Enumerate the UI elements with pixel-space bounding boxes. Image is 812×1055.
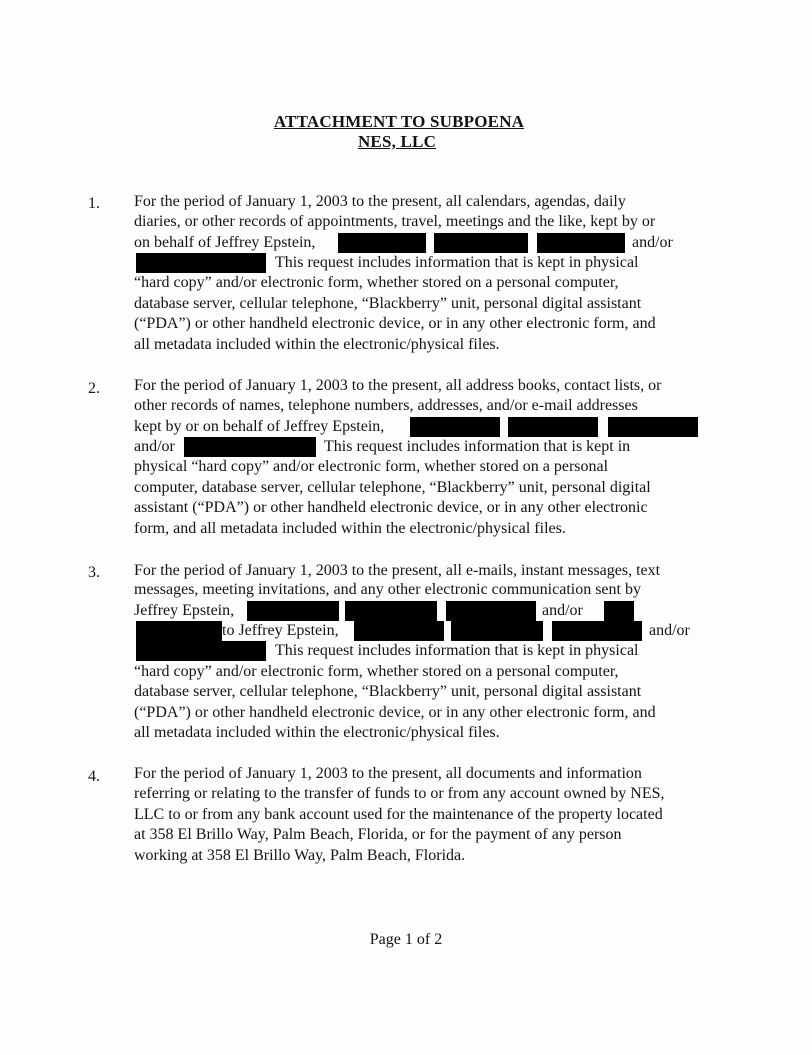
redaction-block: [608, 417, 698, 437]
item-line: For the period of January 1, 2003 to the present, all address books, contact lists, or: [134, 377, 662, 394]
item-number: 2.: [88, 380, 100, 397]
item-line: “hard copy” and/or electronic form, whether stored on a personal computer,: [134, 274, 619, 291]
redaction-block: [410, 417, 500, 437]
item-line: other records of names, telephone numbers, addresses, and/or e-mail addresses: [134, 397, 638, 414]
item-text: This request includes information that is kept in physical: [275, 254, 639, 271]
redaction-block: [184, 437, 316, 457]
item-line: referring or relating to the transfer of funds to or from any account owned by NES,: [134, 785, 665, 802]
item-text: on behalf of Jeffrey Epstein,: [134, 234, 316, 251]
item-line: diaries, or other records of appointments, travel, meetings and the like, kept by or: [134, 213, 656, 230]
page-number: Page 1 of 2: [369, 931, 443, 948]
item-text: to Jeffrey Epstein,: [222, 622, 339, 639]
redaction-block: [136, 253, 266, 273]
item-line: For the period of January 1, 2003 to the present, all e-mails, instant messages, text: [134, 562, 661, 579]
item-line: all metadata included within the electronic/physical files.: [134, 724, 500, 741]
redaction-block: [451, 621, 543, 641]
redaction-block: [136, 641, 266, 661]
item-line: [134, 417, 704, 437]
item-text: This request includes information that is kept in: [324, 438, 631, 455]
redaction-block: [508, 417, 598, 437]
item-line: at 358 El Brillo Way, Palm Beach, Florida, or for the payment of any person: [134, 826, 622, 843]
item-line: For the period of January 1, 2003 to the present, all calendars, agendas, daily: [134, 193, 626, 210]
redaction-block: [247, 601, 339, 621]
item-line: “hard copy” and/or electronic form, whether stored on a personal computer,: [134, 663, 619, 680]
item-line: (“PDA”) or other handheld electronic device, or in any other electronic form, and: [134, 315, 656, 332]
redaction-block: [552, 621, 642, 641]
redaction-block: [434, 233, 528, 253]
item-number: 1.: [88, 195, 100, 212]
item-line: all metadata included within the electronic/physical files.: [134, 336, 500, 353]
item-line: messages, meeting invitations, and any other electronic communication sent by: [134, 581, 641, 598]
item-number: 4.: [88, 768, 100, 785]
redaction-block: [345, 601, 437, 621]
item-text: and/or: [632, 234, 673, 251]
item-line: (“PDA”) or other handheld electronic device, or in any other electronic form, and: [134, 704, 656, 721]
item-line: [134, 437, 674, 457]
item-line: database server, cellular telephone, “Blackberry” unit, personal digital assistant: [134, 683, 642, 700]
redaction-block: [354, 621, 444, 641]
item-text: Jeffrey Epstein,: [134, 602, 235, 619]
item-text: This request includes information that is kept in physical: [275, 642, 639, 659]
item-line: For the period of January 1, 2003 to the present, all documents and information: [134, 765, 642, 782]
document-title: ATTACHMENT TO SUBPOENA: [273, 112, 525, 131]
redaction-block: [537, 233, 625, 253]
item-line: computer, database server, cellular telephone, “Blackberry” unit, personal digital: [134, 479, 651, 496]
item-text: kept by or on behalf of Jeffrey Epstein,: [134, 418, 385, 435]
item-text: and/or: [649, 622, 690, 639]
item-line: working at 358 El Brillo Way, Palm Beach, Florida.: [134, 847, 466, 864]
item-line: database server, cellular telephone, “Blackberry” unit, personal digital assistant: [134, 295, 642, 312]
item-line: [134, 601, 674, 621]
redaction-block: [136, 621, 222, 641]
redaction-block: [446, 601, 536, 621]
item-text: and/or: [542, 602, 583, 619]
item-line: assistant (“PDA”) or other handheld electronic device, or in any other electronic: [134, 499, 648, 516]
item-text: and/or: [134, 438, 175, 455]
item-line: LLC to or from any bank account used for the maintenance of the property located: [134, 806, 663, 823]
item-number: 3.: [88, 564, 100, 581]
redaction-block: [338, 233, 426, 253]
item-line: form, and all metadata included within the electronic/physical files.: [134, 520, 566, 537]
document-subtitle: NES, LLC: [357, 132, 437, 151]
item-line: [134, 233, 674, 253]
item-line: physical “hard copy” and/or electronic form, whether stored on a personal: [134, 458, 609, 475]
redaction-block: [604, 601, 634, 621]
